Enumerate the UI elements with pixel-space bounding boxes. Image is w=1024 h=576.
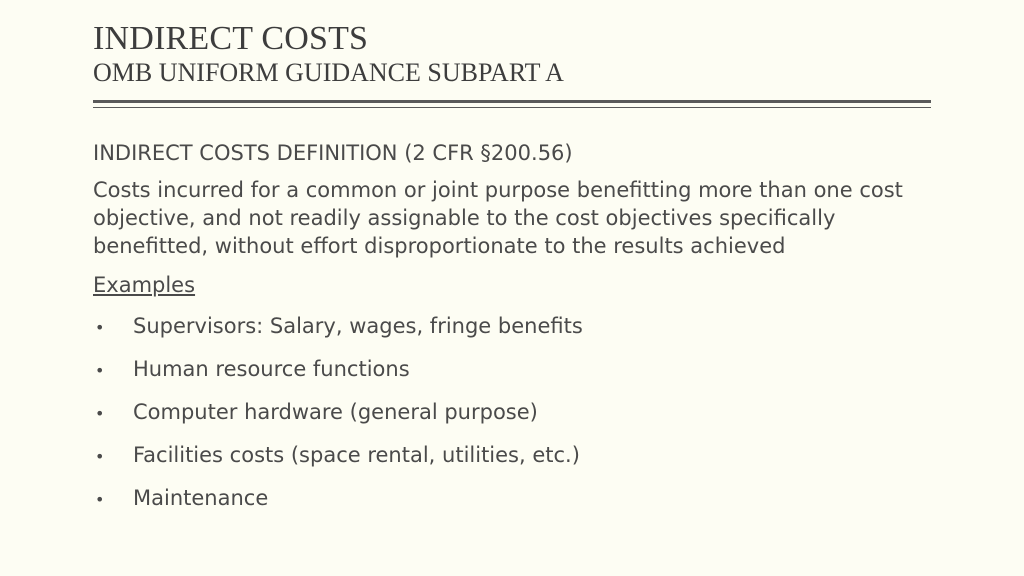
list-item (93, 440, 933, 472)
bullet-icon: • (95, 361, 105, 380)
slide-subtitle: OMB UNIFORM GUIDANCE SUBPART A (93, 58, 564, 87)
bullet-icon: • (95, 447, 105, 466)
bullet-icon: • (95, 490, 105, 509)
examples-list (93, 311, 933, 515)
bullet-icon: • (95, 404, 105, 423)
list-item-text: Human resource functions (133, 357, 410, 381)
list-item-text: Maintenance (133, 486, 269, 510)
title-divider-thin (93, 107, 931, 108)
list-item (93, 311, 933, 343)
list-item (93, 397, 933, 429)
slide-title-block (93, 20, 933, 88)
list-item-text: Facilities costs (space rental, utilities, etc.) (133, 443, 580, 467)
list-item-text: Computer hardware (general purpose) (133, 400, 538, 424)
definition-heading: INDIRECT COSTS DEFINITION (2 CFR §200.56) (93, 141, 573, 165)
list-item (93, 483, 933, 515)
definition-text: Costs incurred for a common or joint purpose benefitting more than one cost objective, and not readily assignable to the cost objectives specifically benefitted, without effort disproportionate to the results achieved (93, 178, 903, 258)
bullet-icon: • (95, 318, 105, 337)
slide-content (93, 138, 933, 526)
list-item (93, 354, 933, 386)
list-item-text: Supervisors: Salary, wages, fringe benefits (133, 314, 583, 338)
examples-label: Examples (93, 273, 196, 297)
title-divider-thick (93, 100, 931, 103)
slide-title: INDIRECT COSTS (93, 20, 369, 57)
